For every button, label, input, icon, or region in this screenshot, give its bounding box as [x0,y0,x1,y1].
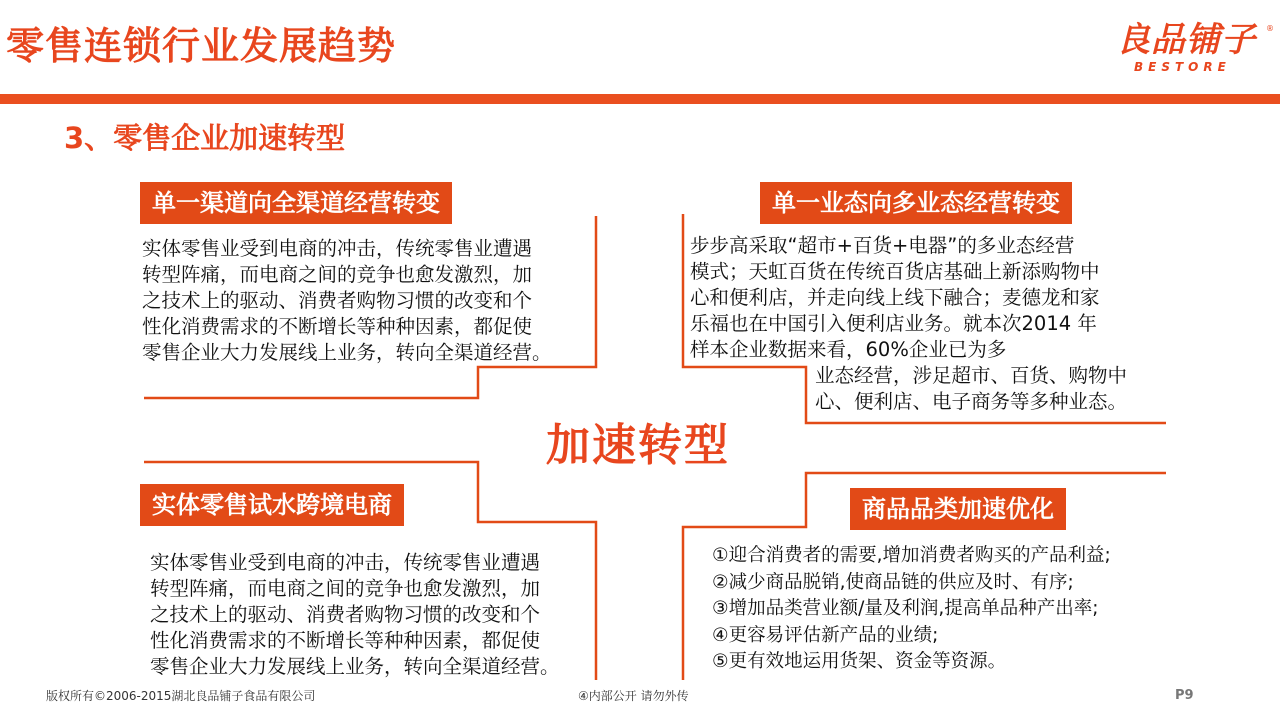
label-omnichannel: 单一渠道向全渠道经营转变 [140,182,452,224]
text-line: 性化消费需求的不断增长等种种因素，都促使 [142,315,533,338]
text-category-optimization [712,543,1111,676]
text-line: ②减少商品脱销,使商品链的供应及时、有序; [712,571,1074,593]
brand-logo [1116,18,1276,80]
text-line: 实体零售业受到电商的冲击，传统零售业遭遇 [142,237,533,260]
label-multiformat: 单一业态向多业态经营转变 [760,182,1072,224]
text-line: 乐福也在中国引入便利店业务。就本次2014 年 [690,312,1097,335]
text-multiformat [690,233,1100,363]
text-line: 之技术上的驱动、消费者购物习惯的改变和个 [142,289,533,312]
text-line: 之技术上的驱动、消费者购物习惯的改变和个 [150,603,541,626]
text-line: 转型阵痛，而电商之间的竞争也愈发激烈，加 [150,577,541,600]
page-number: P9 [1175,688,1194,703]
center-label: 加速转型 [546,420,730,471]
text-line: ⑤更有效地运用货架、资金等资源。 [712,651,1007,672]
text-line: 性化消费需求的不断增长等种种因素，都促使 [150,629,541,652]
registered-mark: ® [1266,24,1274,33]
text-line: ③增加品类营业额/量及利润,提高单品种产出率; [712,598,1099,619]
logo-main-text: 良品铺子 [1116,20,1256,60]
text-line: 转型阵痛，而电商之间的竞争也愈发激烈，加 [142,263,533,286]
text-line: 步步高采取“超市+百货+电器”的多业态经营 [690,234,1075,257]
text-line: 业态经营，涉足超市、百货、购物中 [815,364,1128,387]
text-line: 样本企业数据来看，60%企业已为多 [690,338,1007,361]
footer-copyright: 版权所有©2006-2015湖北良品铺子食品有限公司 [46,689,316,703]
text-line: ④更容易评估新产品的业绩; [712,624,939,646]
footer-notice: ④内部公开 请勿外传 [578,689,689,703]
header-divider-bar [0,94,1280,104]
text-line: 心、便利店、电子商务等多种业态。 [815,390,1128,413]
page-title: 零售连锁行业发展趋势 [6,24,397,68]
text-omnichannel [142,236,552,366]
text-line: 心和便利店，并走向线上线下融合；麦德龙和家 [690,286,1100,309]
label-crossborder: 实体零售试水跨境电商 [140,484,404,526]
label-category-optimization: 商品品类加速优化 [850,488,1066,530]
text-line: 实体零售业受到电商的冲击，传统零售业遭遇 [150,551,541,574]
section-heading: 3、零售企业加速转型 [64,121,346,155]
text-crossborder [150,550,560,680]
text-line: 零售企业大力发展线上业务，转向全渠道经营。 [142,341,552,364]
logo-sub-text: BESTORE [1134,60,1231,74]
text-multiformat-cont [815,363,1127,415]
text-line: 模式；天虹百货在传统百货店基础上新添购物中 [690,260,1100,283]
text-line: 零售企业大力发展线上业务，转向全渠道经营。 [150,655,560,678]
text-line: ①迎合消费者的需要,增加消费者购买的产品利益; [712,545,1111,566]
